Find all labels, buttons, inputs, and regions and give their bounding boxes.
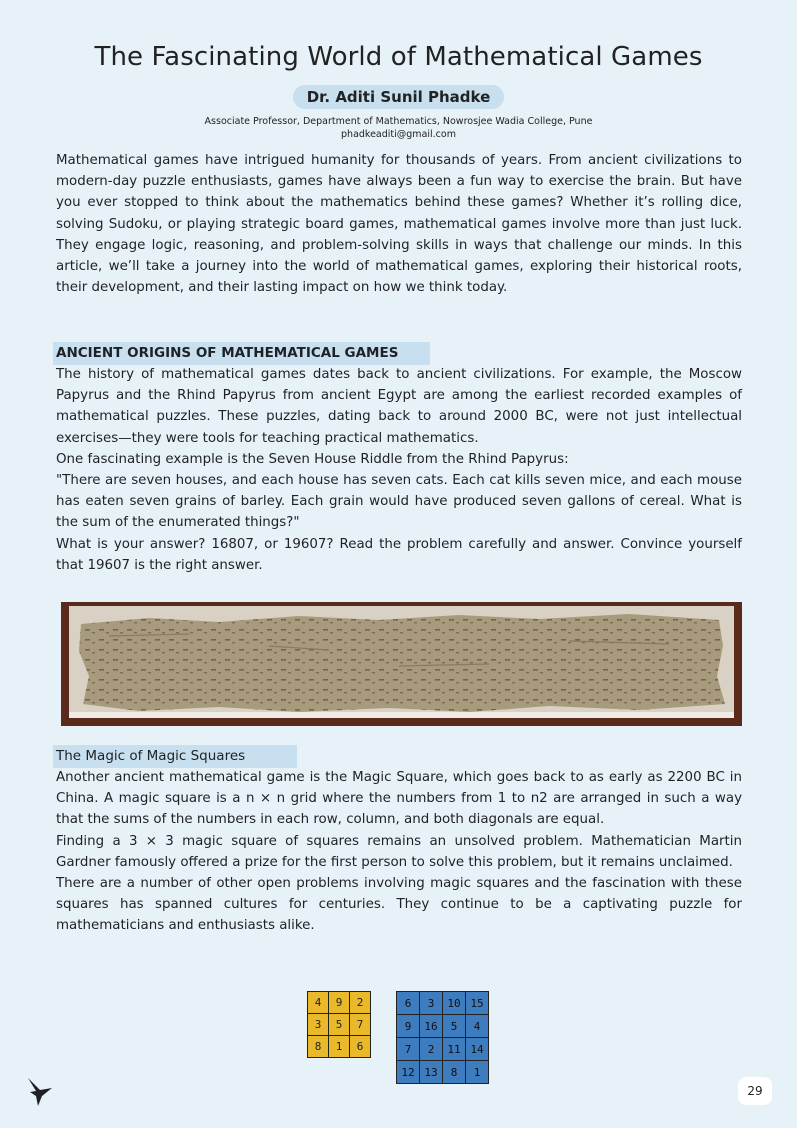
author-badge: Dr. Aditi Sunil Phadke	[293, 85, 505, 109]
square-cell: 5	[329, 1014, 350, 1036]
author-email: phadkeaditi@gmail.com	[341, 129, 456, 140]
square-cell: 1	[329, 1036, 350, 1058]
section-heading-ancient-origins	[53, 342, 430, 365]
paragraph: The history of mathematical games dates back to ancient civilizations. For example, the Moscow Papyrus and the Rhind Papyrus from ancient Egypt are among the earliest recorded examples of mathematical puzzles. These puzzles, dating back to around 2000 BC, were not just intellectual exercises—they were tools for teaching practical mathematics.	[56, 367, 742, 446]
square-cell: 3	[308, 1014, 329, 1036]
square-cell: 15	[466, 992, 489, 1015]
square-cell: 10	[443, 992, 466, 1015]
paragraph: One fascinating example is the Seven House Riddle from the Rhind Papyrus:	[56, 451, 569, 467]
square-cell: 8	[308, 1036, 329, 1058]
table-row	[397, 1038, 489, 1061]
author-container	[0, 85, 797, 109]
table-row	[397, 1061, 489, 1084]
page-number: 29	[738, 1077, 772, 1105]
square-cell: 2	[420, 1038, 443, 1061]
square-cell: 3	[420, 992, 443, 1015]
author-affiliation: Associate Professor, Department of Mathematics, Nowrosjee Wadia College, Pune	[204, 116, 593, 127]
magic-squares-body	[56, 767, 742, 937]
intro-text: Mathematical games have intrigued humanity for thousands of years. From ancient civilizations to modern-day puzzle enthusiasts, games have always been a fun way to exercise the brain. But have you ever stopped to think about the mathematics behind these games? Whether it’s rolling dice, solving Sudoku, or playing strategic board games, mathematical games involve more than just luck. They engage logic, reasoning, and problem-solving skills in ways that challenge our minds. In this article, we’ll take a journey into the world of mathematical games, exploring their historical roots, their development, and their lasting impact on how we think today.	[56, 153, 742, 296]
table-row	[308, 992, 371, 1014]
author-affiliation-block	[0, 115, 797, 141]
paragraph: Another ancient mathematical game is the Magic Square, which goes back to as early as 2200 BC in China. A magic square is a n × n grid where the numbers from 1 to n2 are arranged in such a way that the sums of the numbers in each row, column, and both diagonals are equal.	[56, 770, 742, 828]
square-cell: 11	[443, 1038, 466, 1061]
square-cell: 6	[397, 992, 420, 1015]
rhind-papyrus-image	[61, 602, 742, 726]
magic-square-4x4	[396, 991, 489, 1084]
square-cell: 2	[350, 992, 371, 1014]
article-title: The Fascinating World of Mathematical Games	[94, 42, 703, 72]
paragraph: There are a number of other open problems involving magic squares and the fascination with these squares has spanned cultures for centuries. They continue to be a captivating puzzle for mathematicians and enthusiasts alike.	[56, 876, 742, 934]
riddle-quote: "There are seven houses, and each house has seven cats. Each cat kills seven mice, and each mouse has eaten seven grains of barley. Each grain would have produced seven gallons of cereal. What is the sum of the enumerated things?"	[56, 473, 742, 531]
table-row	[397, 1015, 489, 1038]
table-row	[397, 992, 489, 1015]
square-cell: 5	[443, 1015, 466, 1038]
square-cell: 16	[420, 1015, 443, 1038]
square-cell: 7	[397, 1038, 420, 1061]
paragraph: Finding a 3 × 3 magic square of squares remains an unsolved problem. Mathematician Martin Gardner famously offered a prize for the first person to solve this problem, but it remains unclaimed.	[56, 833, 742, 870]
section-heading-magic-squares	[53, 745, 297, 768]
square-cell: 9	[397, 1015, 420, 1038]
square-cell: 14	[466, 1038, 489, 1061]
intro-paragraph	[56, 150, 742, 298]
square-cell: 12	[397, 1061, 420, 1084]
section-heading-text: The Magic of Magic Squares	[56, 748, 246, 764]
square-cell: 8	[443, 1061, 466, 1084]
square-cell: 4	[308, 992, 329, 1014]
square-cell: 6	[350, 1036, 371, 1058]
table-row	[308, 1014, 371, 1036]
square-cell: 4	[466, 1015, 489, 1038]
square-cell: 13	[420, 1061, 443, 1084]
square-cell: 1	[466, 1061, 489, 1084]
square-cell: 7	[350, 1014, 371, 1036]
papyrus-illustration	[69, 606, 734, 718]
paragraph: What is your answer? 16807, or 19607? Read the problem carefully and answer. Convince yourself that 19607 is the right answer.	[56, 536, 742, 573]
magic-square-3x3	[307, 991, 371, 1058]
papyrus-backdrop	[69, 606, 734, 718]
bird-logo-icon	[26, 1076, 54, 1112]
section-heading-text: ANCIENT ORIGINS OF MATHEMATICAL GAMES	[56, 345, 399, 361]
table-row	[308, 1036, 371, 1058]
square-cell: 9	[329, 992, 350, 1014]
ancient-origins-body	[56, 364, 742, 576]
